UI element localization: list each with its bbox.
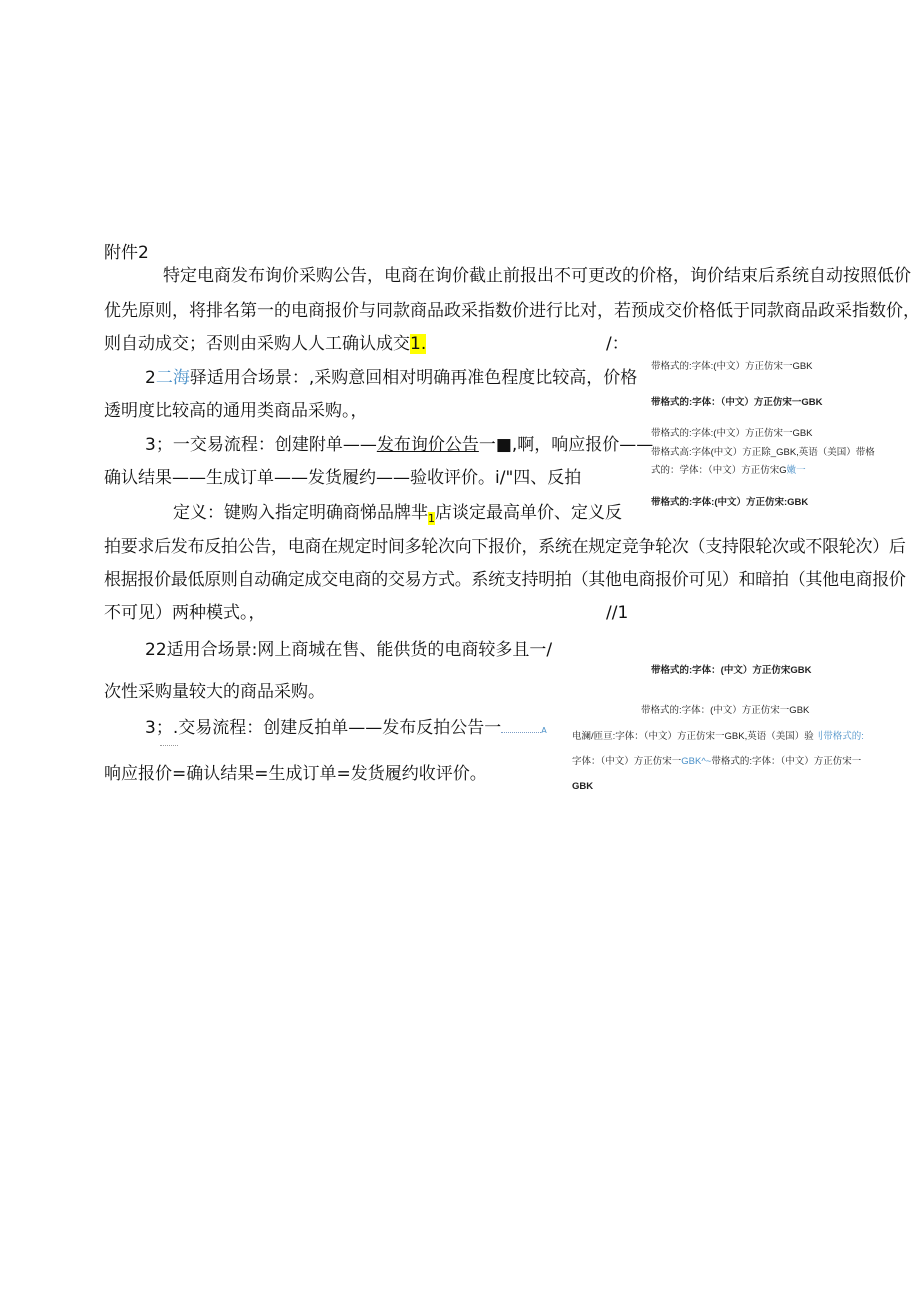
format-note-8b-pre: 字体：（中文）方正仿宋一 xyxy=(572,756,682,767)
para6-dotted-link xyxy=(501,731,541,733)
para3-line2: 确认结果——生成订单——发货履约——验收评价。i/"四、反拍 xyxy=(104,468,582,488)
para3-line1 xyxy=(145,434,653,456)
format-note-4b xyxy=(651,465,806,477)
para4-highlight: 1 xyxy=(428,512,435,525)
para4-line1-pre: 定义：键购入指定明确商悌品牌芈 xyxy=(173,503,428,523)
para1-line3-text: 则自动成交；否则由采购人人工确认成交 xyxy=(104,334,410,354)
para3-line1-post: 一■,啊，响应报价—— xyxy=(478,435,654,455)
para4-line2: 拍要求后发布反拍公告，电商在规定时间多轮次向下报价，系统在规定竞争轮次（支持限轮次或不限轮次）后 xyxy=(104,537,906,557)
format-note-8b-blue: GBK^~ xyxy=(681,756,712,767)
para2-blue-text: 二海 xyxy=(155,368,190,388)
format-note-8b-post: 带格式的:字体：（中文）方正仿宋一 xyxy=(711,756,862,767)
format-note-5-text: 带格式的:字体:(中文）方正仿宋:GBK xyxy=(651,497,809,508)
format-note-4b-blue: 嫩一 xyxy=(786,465,806,476)
attachment-heading: 附件2 xyxy=(104,243,149,263)
para6-line2: 响应报价=确认结果=生成订单=发货履约收评价。 xyxy=(104,764,487,784)
format-note-8c xyxy=(572,781,593,793)
para4-line1 xyxy=(173,502,622,530)
format-note-4a: 带格式高:字体(中文）方正除_GBK,英语（美国）带格 xyxy=(651,447,875,458)
para1-line1: 特定电商发布询价采购公告，电商在询价截止前报出不可更改的价格，询价结束后系统自动按照低价 xyxy=(163,266,911,286)
para4-line4-tail: //1 xyxy=(606,603,629,623)
format-note-1: 带格式的:字体:(中文）方正仿宋一GBK xyxy=(651,361,813,372)
para4-line4: 不可见）两种模式。， xyxy=(104,603,266,623)
para2-line2: 透明度比较高的通用类商品采购。， xyxy=(104,401,368,421)
format-note-5 xyxy=(651,497,808,509)
para1-line2: 优先原则，将排名第一的电商报价与同款商品政采指数价进行比对，若预成交价格低于同款商品政采指数价， xyxy=(104,301,920,321)
para2-line1-rest: 驿适用合场景：,采购意回相对明确再准色程度比较高，价格 xyxy=(189,368,638,388)
format-note-3: 带格式的:字体:(中文）方正仿宋一GBK xyxy=(651,428,813,439)
format-note-7: 带格式的:字体：(中文）方正仿宋一GBK xyxy=(641,705,810,716)
format-note-8a xyxy=(572,731,864,743)
para2-number: 2 xyxy=(145,368,156,388)
para6-mark: A xyxy=(541,726,547,735)
format-note-2 xyxy=(651,397,823,409)
para4-line3: 根据报价最低原则自动确定成交电商的交易方式。系统支持明拍（其他电商报价可见）和暗拍（其他电商报价 xyxy=(104,570,906,590)
para2-line1 xyxy=(145,367,637,389)
para1-line3-tail: /： xyxy=(606,334,629,354)
para5-line1: 22适用合场景:网上商城在售、能供货的电商较多且一/ xyxy=(145,640,553,660)
para4-line1-post: 店谈定最高单价、定义反 xyxy=(435,503,622,523)
format-note-8a-text: 电澜/匝亘:字体：（中文）方正仿宋一GBK,英语（美国）验 xyxy=(572,731,814,742)
para3-underlined: 发布询价公告 xyxy=(376,435,479,455)
para1-highlight: 1. xyxy=(410,334,427,354)
format-note-6 xyxy=(651,665,811,677)
para1-line3 xyxy=(104,333,426,355)
para6-line1-text: 3；.交易流程：创建反拍单——发布反拍公告一 xyxy=(145,718,502,738)
format-note-2-text: 带格式的:字体：（中文）方正仿宋一GBK xyxy=(651,397,823,408)
para6-dotted-mark xyxy=(160,745,178,746)
format-note-4b-text: 式的：学体：（中文）方正仿宋G xyxy=(651,465,787,476)
format-note-6-text: 带格式的:字体：(中文）方正仿宋GBK xyxy=(651,665,812,676)
para6-line1 xyxy=(145,717,547,742)
para3-line1-pre: 3；一交易流程：创建附单—— xyxy=(145,435,377,455)
format-note-8b xyxy=(572,756,861,768)
para5-line2: 次性采购量较大的商品采购。 xyxy=(104,682,325,702)
format-note-8c-text: GBK xyxy=(572,781,594,792)
format-note-8a-blue: 刂带格式的: xyxy=(813,731,864,742)
